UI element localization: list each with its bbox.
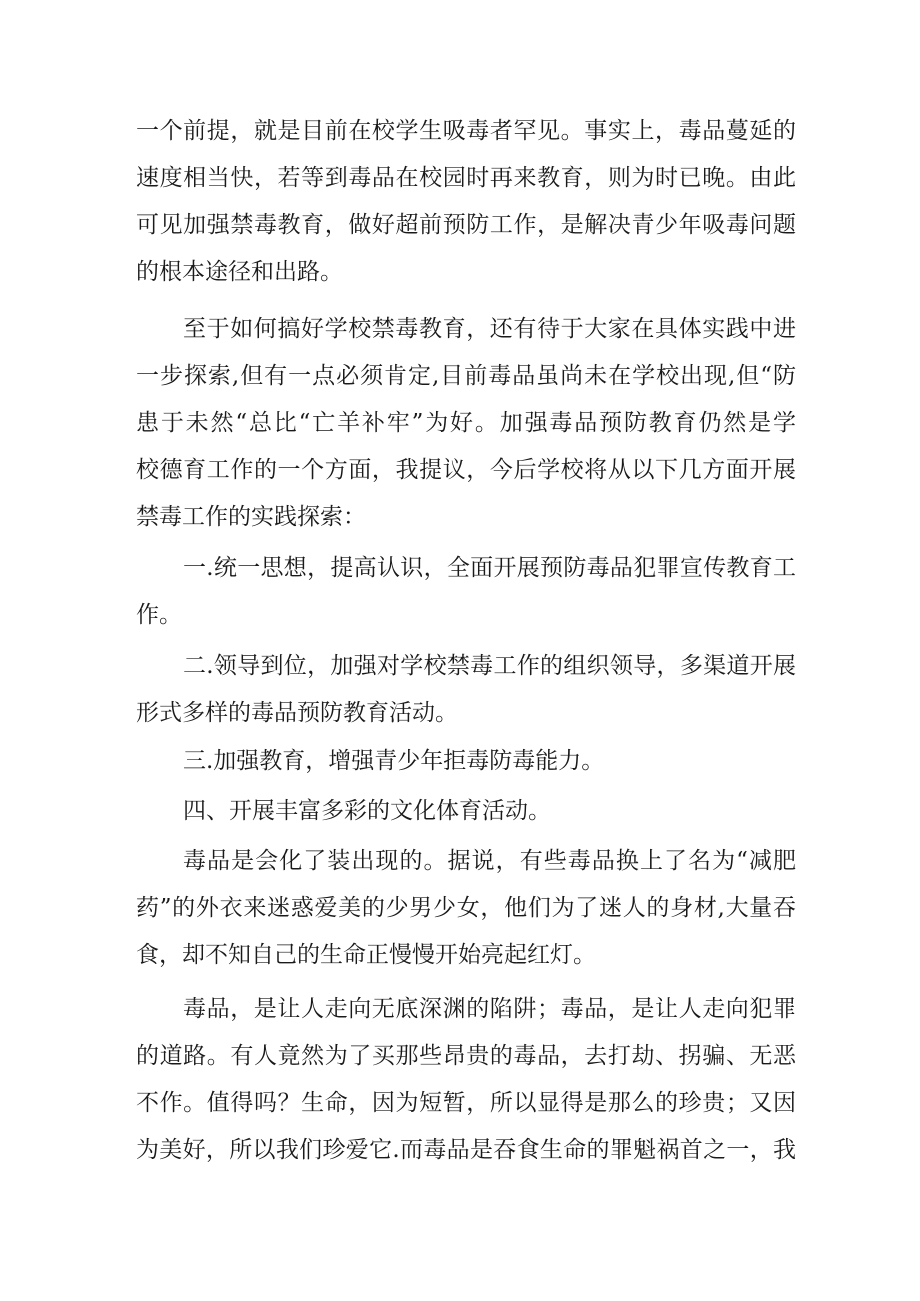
paragraph-line: 至于如何搞好学校禁毒教育，还有待于大家在具体实践中进 [183,316,796,342]
paragraph-line: 一步探索,但有一点必须肯定,目前毒品虽尚未在学校出现,但“防 [136,363,796,389]
paragraph-line: 为美好，所以我们珍爱它.而毒品是吞食生命的罪魁祸首之一，我 [136,1137,796,1163]
list-item-line: 四、开展丰富多彩的文化体育活动。 [183,798,551,824]
paragraph-line: 速度相当快，若等到毒品在校园时再来教育，则为时已晚。由此 [136,165,796,191]
paragraph-line: 毒品是会化了装出现的。据说，有些毒品换上了名为“减肥 [183,848,796,874]
paragraph-line: 不作。值得吗？生命，因为短暂，所以显得是那么的珍贵；又因 [136,1090,796,1116]
paragraph-line: 的道路。有人竟然为了买那些昂贵的毒品，去打劫、拐骗、无恶 [136,1043,796,1069]
paragraph-line: 食，却不知自己的生命正慢慢开始亮起红灯。 [136,942,596,968]
paragraph-line: 药”的外衣来迷惑爱美的少男少女，他们为了迷人的身材,大量吞 [136,895,796,921]
paragraph-line: 校德育工作的一个方面，我提议，今后学校将从以下几方面开展 [136,457,796,483]
paragraph-line: 可见加强禁毒教育，做好超前预防工作，是解决青少年吸毒问题 [136,212,796,238]
list-item-line: 作。 [136,602,182,628]
list-item-line: 三.加强教育，增强青少年拒毒防毒能力。 [183,748,605,774]
list-item-line: 一.统一思想，提高认识，全面开展预防毒品犯罪宣传教育工 [183,555,796,581]
list-item-line: 形式多样的毒品预防教育活动。 [136,700,458,726]
list-item-line: 二.领导到位，加强对学校禁毒工作的组织领导，多渠道开展 [183,653,796,679]
paragraph-line: 的根本途径和出路。 [136,259,343,285]
paragraph-line: 一个前提，就是目前在校学生吸毒者罕见。事实上，毒品蔓延的 [136,118,796,144]
paragraph-line: 禁毒工作的实践探索： [136,504,366,530]
paragraph-line: 患于未然“总比“亡羊补牢”为好。加强毒品预防教育仍然是学 [136,410,796,436]
paragraph-line: 毒品，是让人走向无底深渊的陷阱；毒品，是让人走向犯罪 [183,996,796,1022]
